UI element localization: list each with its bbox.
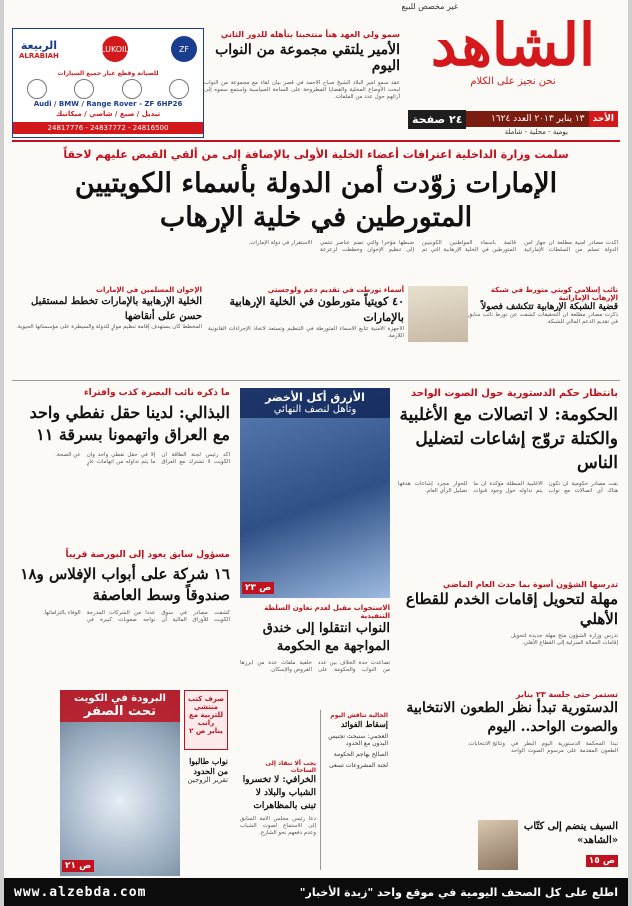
housing-body: تدرس وزارة الشؤون منح مهلة جديدة لتحويل إقامات العمالة المنزلية إلى القطاع الأهلي.	[511, 633, 618, 646]
sub-story-3-body: المخطط كان يستهدف إقامة تنظيم موازٍ للدولة والسيطرة على مؤسساتها الحيوية.	[16, 324, 202, 330]
oil-body: أكد رئيس لجنة الطاقة أن الكويت لا تشترك مع العراق إلا في حقل نفطي واحد وأن ما يتم تداوله من اتهامات عارٍ عن الصحة.	[55, 452, 230, 465]
issue-date: ١٣ يناير ٢٠١٣ العدد ١٦٢٤	[466, 111, 588, 127]
oil-story[interactable]	[12, 388, 230, 514]
housing-story[interactable]	[398, 580, 618, 669]
car-logo-icon	[74, 79, 94, 99]
parliament-body: تصاعدت حدة الخلاف بين عدد من النواب والحكومة على خلفية ملفات عدة من أبرزها القروض والإسكان.	[240, 660, 390, 673]
date-bar	[408, 108, 618, 130]
ad-company-en: ALRABIAH	[19, 51, 59, 60]
sports-page-tag[interactable]: ص ٢٣	[242, 582, 274, 594]
newspaper-logo[interactable]: الشاهد	[430, 11, 596, 79]
politics-kicker: بانتظار حكم الدستورية حول الصوت الواحد	[411, 388, 618, 399]
sections-label: يومية - محلية - شاملة	[504, 128, 568, 136]
sidebar-item[interactable]: الصالح يهاجم الحكومة	[333, 751, 388, 758]
ad-tagline: للصيانة وقطع غيار جميع السيارات	[57, 70, 159, 77]
politics-body: نفت مصادر حكومية أن تكون هناك أي اتصالات مع نواب الأغلبية المبطلة مؤكدة أن ما يتم تداوله حول وجود قنوات للحوار مجرد إشاعات هدفها تضليل الرأي العام.	[398, 481, 618, 494]
sports-caption	[240, 388, 390, 418]
newspaper-page	[4, 0, 628, 906]
weather-headline: تحت الصفر	[83, 704, 157, 719]
oil-kicker: ما ذكره نائب البصرة كذب وافتراء	[84, 388, 230, 398]
top-story[interactable]	[204, 30, 400, 142]
sub-story-1-kicker: نائب إسلامي كويتي متورط في شبكة الإرهاب الإماراتية	[490, 286, 618, 302]
sidebar-item[interactable]: لجنة المشروعات تسعى	[328, 762, 388, 769]
car-brand-logos	[13, 79, 203, 99]
lead-headline[interactable]: الإمارات زوّدت أمن الدولة بأسماء الكويتيين المتورطين في خلية الإرهاب	[74, 168, 558, 233]
sidebar-kicker: الخالية تتاقش اليوم	[330, 712, 388, 719]
sub-story-2-kicker: أسماء تورطت في تقديم دعم ولوجستي	[267, 286, 404, 294]
issue-day: الأحد	[589, 111, 618, 127]
parliament-kicker: الاستجواب مقبل لعدم تعاون السلطة التنفيذية	[264, 604, 390, 620]
sidebar-item[interactable]: العجمي: سنبحث تجنيس البدون مع الحدود	[328, 733, 388, 747]
market-kicker: مسؤول سابق يعود إلى البورصة قريباً	[65, 550, 230, 560]
box-ad-line: صرف كتب منتشي	[187, 695, 225, 711]
sidebar-box[interactable]	[320, 710, 390, 870]
alrabiah-ad[interactable]	[12, 28, 204, 138]
car-logo-icon	[169, 79, 189, 99]
sports-kicker: الأزرق أكل الأخضر	[265, 391, 365, 404]
sub-story-2-body: الأجهزة الأمنية تتابع الأسماء المتورطة في التنظيم وتستعد لاتخاذ الإجراءات القانونية اللازمة.	[208, 326, 404, 339]
parliament-headline[interactable]: النواب انتقلوا إلى خندق المواجهة مع الحكومة	[262, 621, 390, 654]
footer-url[interactable]: www.alzebda.com	[14, 884, 147, 900]
sidebar-headline[interactable]: إسقاط الفوائد	[340, 719, 388, 729]
youth-kicker: يجب ألا ننقاد إلى الساحات	[265, 760, 316, 774]
ad-company	[19, 39, 59, 60]
sub-story-1[interactable]	[408, 286, 618, 342]
ad-phone[interactable]: 24816500 - 24837772 - 24817776	[13, 122, 203, 134]
market-body: كشفت مصادر في سوق الكويت للأوراق المالية أن عدداً من الشركات المدرجة تواجه صعوبات كبيرة في الوفاء بالتزاماتها.	[42, 610, 230, 623]
box-ad-line: للتربية مع راتب	[189, 711, 223, 727]
sub-story-3-headline[interactable]: الخلية الإرهابية بالإمارات تخطط لمستقبل حسن على أنقاضها	[31, 296, 202, 322]
not-for-sale-note: غير مخصص للبيع	[401, 2, 458, 11]
sports-headline: وتأهل لنصف النهائي	[273, 404, 357, 415]
ad-company-ar: الربيعة	[20, 38, 58, 52]
car-logo-icon	[27, 79, 47, 99]
parliament-story[interactable]	[240, 604, 390, 714]
weather-kicker: البرودة في الكويت	[74, 693, 166, 704]
constitutional-kicker: تستمر حتى جلسة ٢٣ يناير	[515, 690, 618, 699]
ad-cars-text: Audi / BMW / Range Rover - ZF 6HP26	[33, 100, 183, 108]
sub-story-3-kicker: الإخوان المسلمين في الإمارات	[96, 286, 202, 294]
divider	[12, 140, 620, 142]
zf-logo-icon: ZF	[171, 36, 197, 62]
ad-services: تبديل / صبغ / شاصي / ميكانيك	[55, 110, 161, 118]
politics-story[interactable]	[398, 388, 618, 561]
weather-page-tag[interactable]: ص ٢١	[62, 860, 94, 872]
sub-story-1-body: ذكرت مصادر مطلعة أن التحقيقات كشفت عن تورط نائب سابق في تقديم الدعم المالي للشبكة.	[468, 312, 618, 325]
car-logo-icon	[122, 79, 142, 99]
page-count: ٢٤ صفحة	[408, 110, 466, 129]
top-story-kicker: سمو ولي العهد هنأ منتخبنا بتأهله للدور الثاني	[220, 30, 400, 39]
constitutional-headline[interactable]: الدستورية تبدأ نظر الطعون الانتخابية والصوت الواحد.. اليوم	[406, 700, 618, 735]
nawab-sub: تقرير الزوجين	[187, 776, 228, 784]
footer-banner[interactable]	[4, 878, 628, 906]
divider	[12, 380, 620, 381]
columnist-promo[interactable]	[478, 820, 618, 874]
box-ad-line: يناير ص ٢	[189, 727, 223, 735]
nawab-headline[interactable]: نواب طالبوا من الحدود	[189, 756, 228, 776]
politics-headline[interactable]: الحكومة: لا اتصالات مع الأغلبية والكتلة تروّج إشاعات لتضليل الناس	[399, 405, 618, 473]
weather-caption	[60, 690, 180, 722]
box-ad[interactable]	[184, 690, 228, 750]
footer-slogan: اطلع على كل الصحف اليومية في موقع واحد "زبدة الأخبار"	[299, 885, 618, 899]
lead-story[interactable]	[14, 148, 618, 235]
constitutional-body: تبدأ المحكمة الدستورية اليوم النظر في الطعون المقدمة على مرسوم الصوت الواحد ونتائج الانتخابات.	[467, 741, 618, 754]
sub-story-1-headline[interactable]: قضية الشبكة الإرهابية تتكشف فصولاً	[481, 302, 618, 312]
lukoil-logo-icon: LUKOIL	[102, 36, 128, 62]
columnist-photo	[478, 820, 518, 870]
youth-story[interactable]	[240, 760, 316, 868]
weather-photo[interactable]	[60, 690, 180, 876]
oil-headline[interactable]: البذالي: لدينا حقل نفطي واحد مع العراق واتهمونا بسرقة ١١	[29, 403, 230, 444]
ad-header	[13, 29, 203, 69]
columnist-page-tag[interactable]: ص ١٥	[586, 855, 618, 867]
top-story-headline[interactable]: الأمير يلتقي مجموعة من النواب اليوم	[215, 42, 400, 74]
constitutional-story[interactable]	[398, 690, 618, 781]
youth-body: دعا رئيس مجلس الأمة السابق إلى الاستماع لصوت الشباب وعدم دفعهم نحو الشارع.	[240, 816, 316, 836]
sub-story-2[interactable]	[208, 286, 404, 354]
market-story[interactable]	[12, 550, 230, 660]
market-headline[interactable]: ١٦ شركة على أبواب الإفلاس و١٨ صندوقاً وسط العاصفة	[20, 565, 230, 604]
housing-kicker: تدرسها الشؤون أسوة بما حدث العام الماضي	[442, 580, 618, 589]
housing-headline[interactable]: مهلة لتحويل إقامات الخدم للقطاع الأهلي	[405, 590, 618, 628]
lead-kicker: سلمت وزارة الداخلية اعترافات أعضاء الخلية الأولى بالإضافة إلى من ألقي القبض عليهم لاحقاً	[63, 148, 569, 161]
columnist-name[interactable]: السيف ينضم إلى كتّاب «الشاهد»	[523, 821, 618, 846]
sub-story-3[interactable]	[12, 286, 202, 352]
youth-headline[interactable]: الخرافي: لا تخسروا الشباب والبلاد لا تبنى بالمظاهرات	[242, 775, 316, 811]
sports-photo[interactable]	[240, 388, 390, 598]
lead-body: أكدت مصادر أمنية مطلعة أن جهاز أمن الدولة تسلم من السلطات الإماراتية قائمة بأسماء المواطنين الكويتيين المتورطين في الخلية الإرهابية التي تم ضبطها مؤخراً والتي تضم عناصر تنتمي إلى تنظيم الإخوان وخططت لزعزعة الاستقرار في دولة الإمارات.	[248, 240, 618, 253]
newspaper-slogan: نحن نجيز على الكلام	[470, 76, 556, 87]
nawab-story[interactable]	[184, 756, 228, 784]
top-story-body: عقد سمو أمير البلاد الشيخ صباح الأحمد في قصر بيان لقاء مع مجموعة من النواب لبحث الأوضاع المحلية والقضايا المطروحة على الساحة السياسية واستمع سموه إلى آرائهم حول عدد من الملفات.	[204, 80, 400, 100]
portrait-photo	[408, 286, 468, 342]
sub-story-2-headline[interactable]: ٤٠ كويتياً متورطون في الخلية الإرهابية بالإمارات	[229, 295, 404, 324]
